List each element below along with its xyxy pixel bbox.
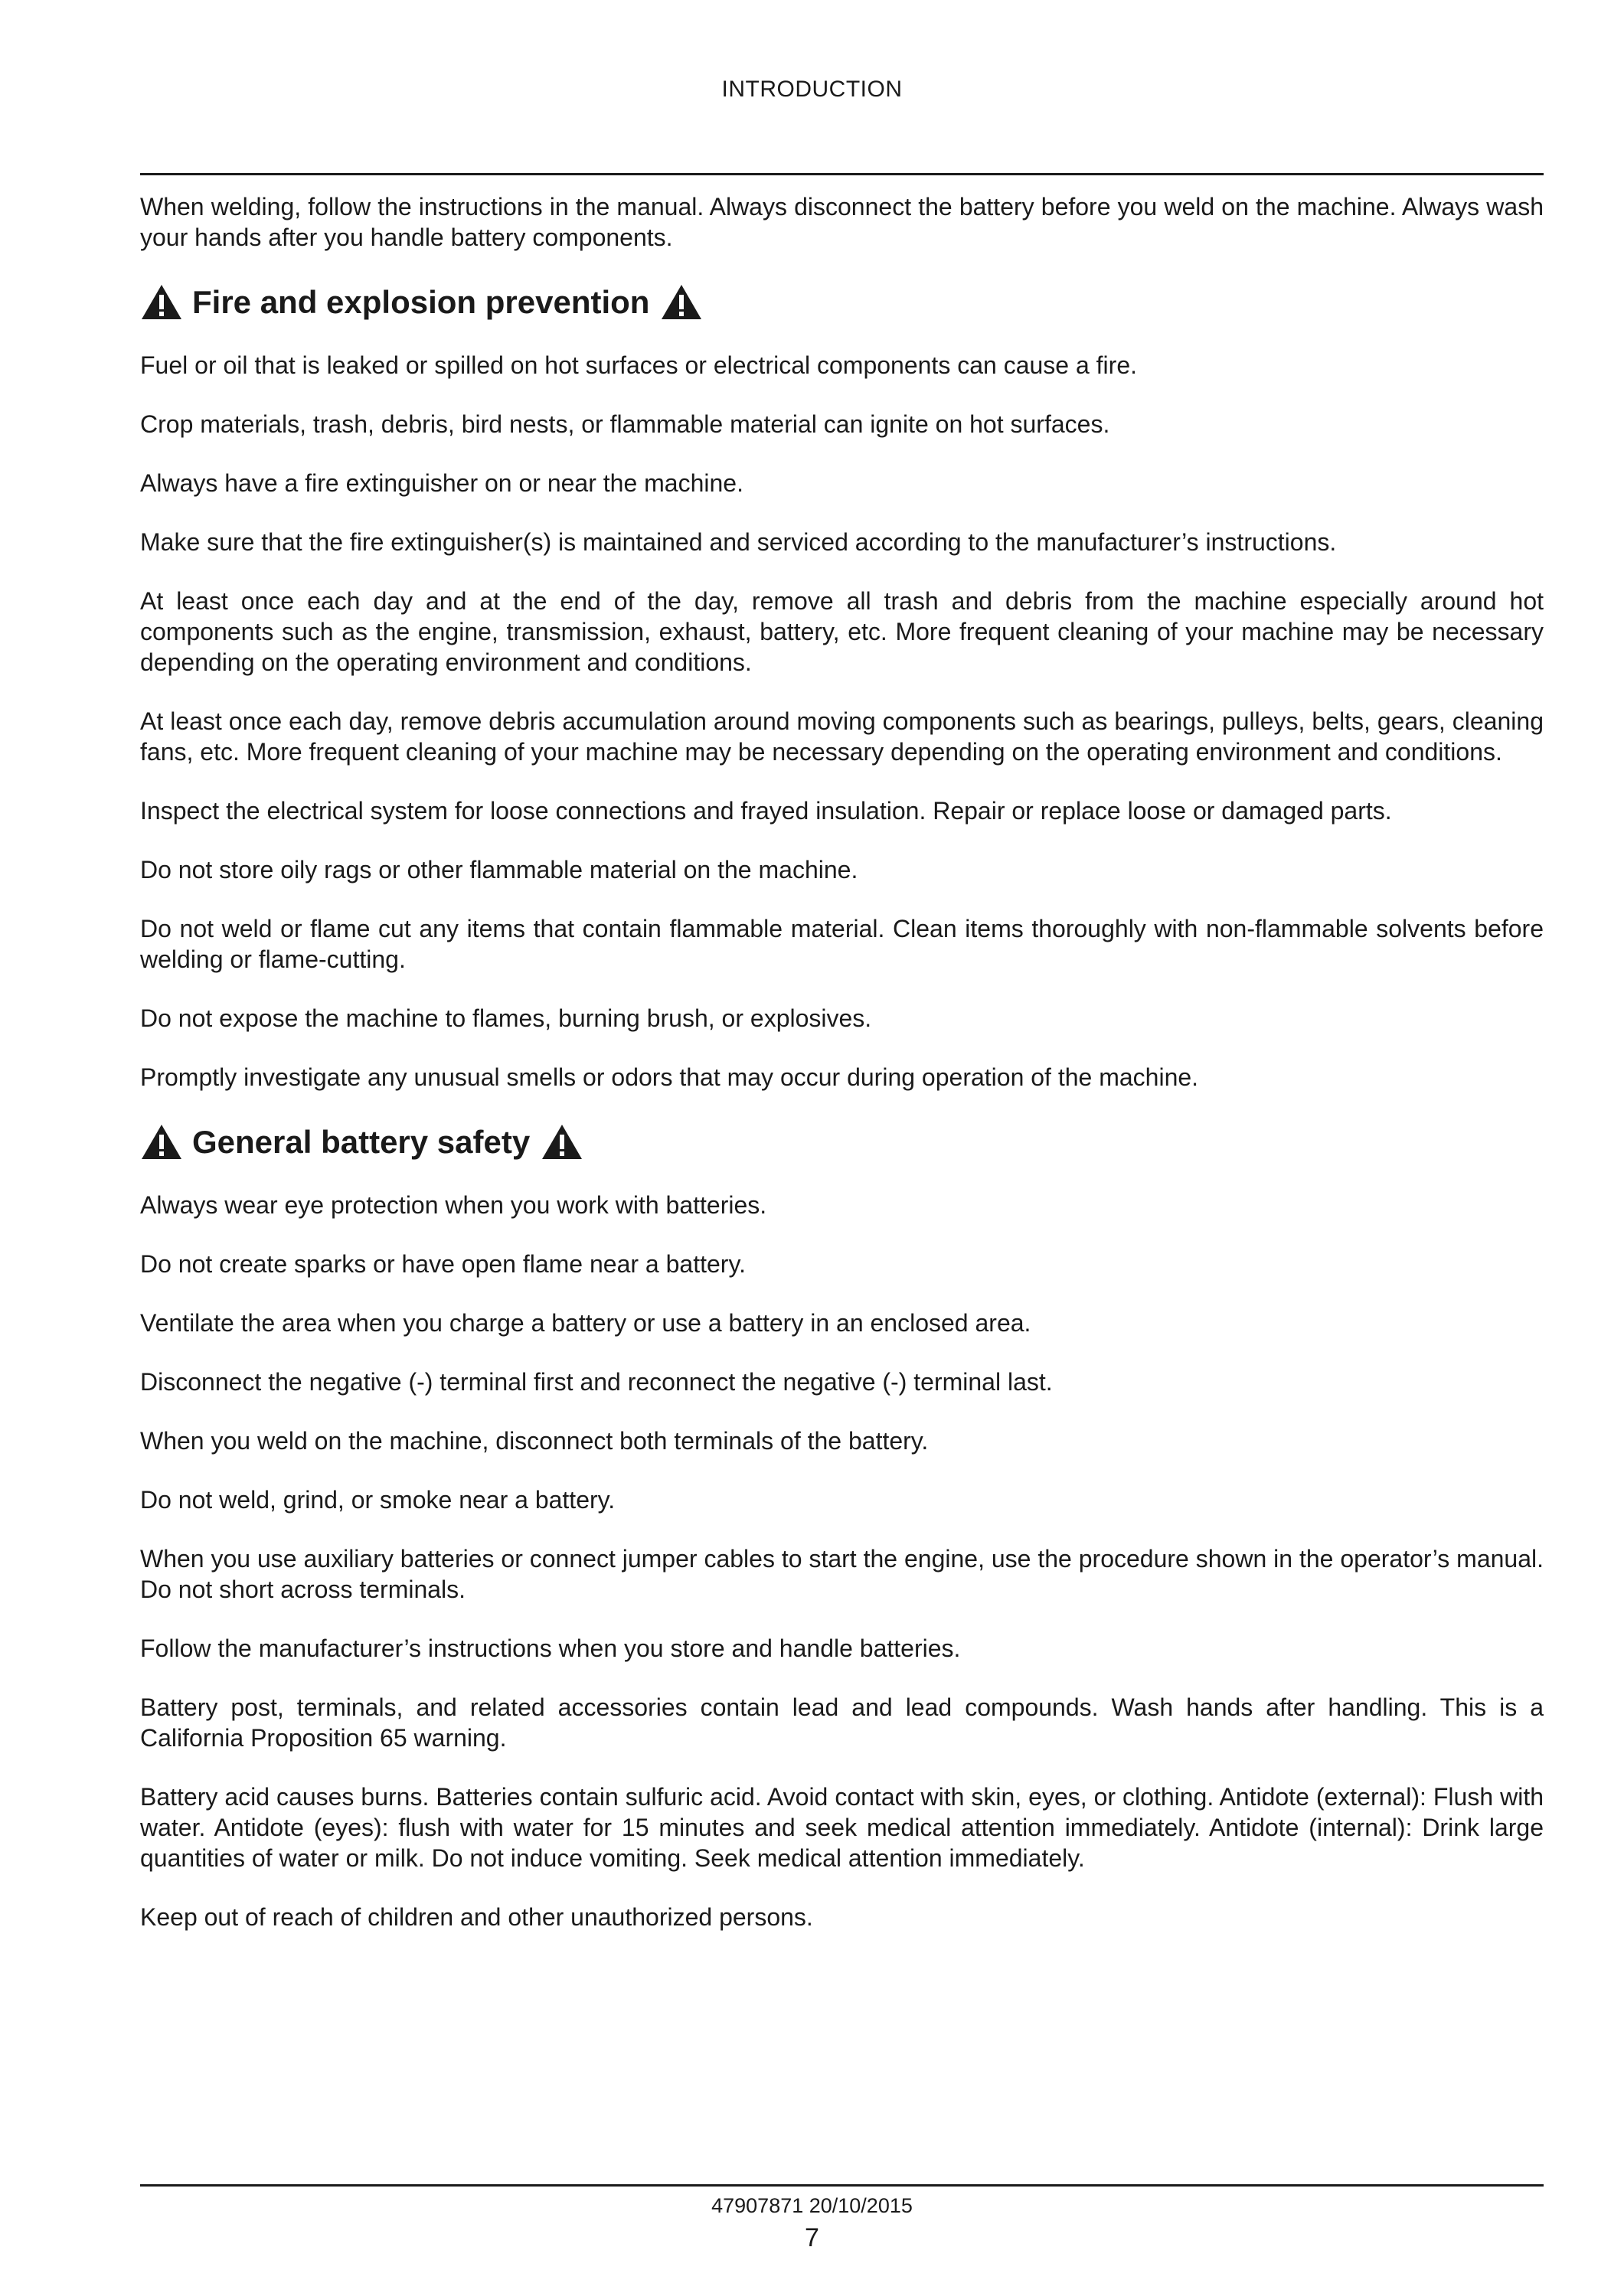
footer-doc-info: 47907871 20/10/2015 bbox=[711, 2194, 913, 2217]
paragraph: Always wear eye protection when you work with batteries. bbox=[140, 1191, 767, 1219]
section-heading-battery-safety bbox=[140, 1121, 1544, 1164]
paragraph: Keep out of reach of children and other unauthorized persons. bbox=[140, 1903, 813, 1931]
section-heading-fire-explosion bbox=[140, 281, 1544, 324]
paragraph: Do not weld or flame cut any items that contain flammable material. Clean items thoroughly with non-flammable solvents before welding or flame-cutting. bbox=[140, 915, 1544, 973]
paragraph: Fuel or oil that is leaked or spilled on hot surfaces or electrical components can cause a fire. bbox=[140, 351, 1137, 379]
page-number: 7 bbox=[805, 2223, 819, 2252]
paragraph: Always have a fire extinguisher on or near the machine. bbox=[140, 469, 743, 497]
paragraph: Make sure that the fire extinguisher(s) is maintained and serviced according to the manufacturer’s instructions. bbox=[140, 528, 1337, 556]
section-title: General battery safety bbox=[192, 1124, 531, 1160]
paragraph: Do not expose the machine to flames, burning brush, or explosives. bbox=[140, 1004, 872, 1032]
paragraph: When you use auxiliary batteries or connect jumper cables to start the engine, use the procedure shown in the operator’s manual. Do not short across terminals. bbox=[140, 1545, 1544, 1603]
paragraph: When you weld on the machine, disconnect both terminals of the battery. bbox=[140, 1427, 929, 1455]
warning-triangle-icon bbox=[140, 283, 183, 322]
header-divider bbox=[140, 173, 1544, 175]
intro-paragraph: When welding, follow the instructions in the manual. Always disconnect the battery before you weld on the machine. Always wash your hands after you handle battery components. bbox=[140, 193, 1544, 251]
warning-triangle-icon bbox=[140, 1123, 183, 1161]
paragraph: Do not weld, grind, or smoke near a battery. bbox=[140, 1486, 616, 1514]
warning-triangle-icon bbox=[660, 283, 703, 322]
footer-divider bbox=[140, 2184, 1544, 2187]
paragraph: At least once each day, remove debris accumulation around moving components such as bearings, pulleys, belts, gears, cleaning fans, etc. More frequent cleaning of your machine may be necessary depending on the operating environment and conditions. bbox=[140, 707, 1544, 766]
paragraph: Do not create sparks or have open flame near a battery. bbox=[140, 1250, 746, 1278]
paragraph: Crop materials, trash, debris, bird nests, or flammable material can ignite on hot surfaces. bbox=[140, 410, 1110, 438]
paragraph: Battery post, terminals, and related accessories contain lead and lead compounds. Wash hands after handling. This is a California Proposition 65 warning. bbox=[140, 1693, 1544, 1752]
warning-triangle-icon bbox=[541, 1123, 583, 1161]
paragraph: Inspect the electrical system for loose connections and frayed insulation. Repair or replace loose or damaged parts. bbox=[140, 797, 1392, 825]
paragraph: Promptly investigate any unusual smells or odors that may occur during operation of the machine. bbox=[140, 1063, 1199, 1091]
page-content bbox=[140, 191, 1544, 1961]
paragraph: Ventilate the area when you charge a battery or use a battery in an enclosed area. bbox=[140, 1309, 1031, 1337]
paragraph: Follow the manufacturer’s instructions when you store and handle batteries. bbox=[140, 1635, 961, 1662]
section-title: Fire and explosion prevention bbox=[192, 284, 650, 320]
paragraph: Battery acid causes burns. Batteries contain sulfuric acid. Avoid contact with skin, eyes, or clothing. Antidote (external): Flush with water. Antidote (eyes): flush with water for 15 minutes and seek medical attention immediately. Antidote (internal): Drink large quantities of water or milk. Do not induce vomiting. Seek medical attention immediately. bbox=[140, 1783, 1544, 1872]
page-header-title: INTRODUCTION bbox=[721, 77, 903, 102]
paragraph: At least once each day and at the end of the day, remove all trash and debris from the machine especially around hot components such as the engine, transmission, exhaust, battery, etc. More frequent cleaning of your machine may be necessary depending on the operating environment and conditions. bbox=[140, 587, 1544, 676]
paragraph: Do not store oily rags or other flammable material on the machine. bbox=[140, 856, 858, 883]
paragraph: Disconnect the negative (-) terminal first and reconnect the negative (-) terminal last. bbox=[140, 1368, 1053, 1396]
